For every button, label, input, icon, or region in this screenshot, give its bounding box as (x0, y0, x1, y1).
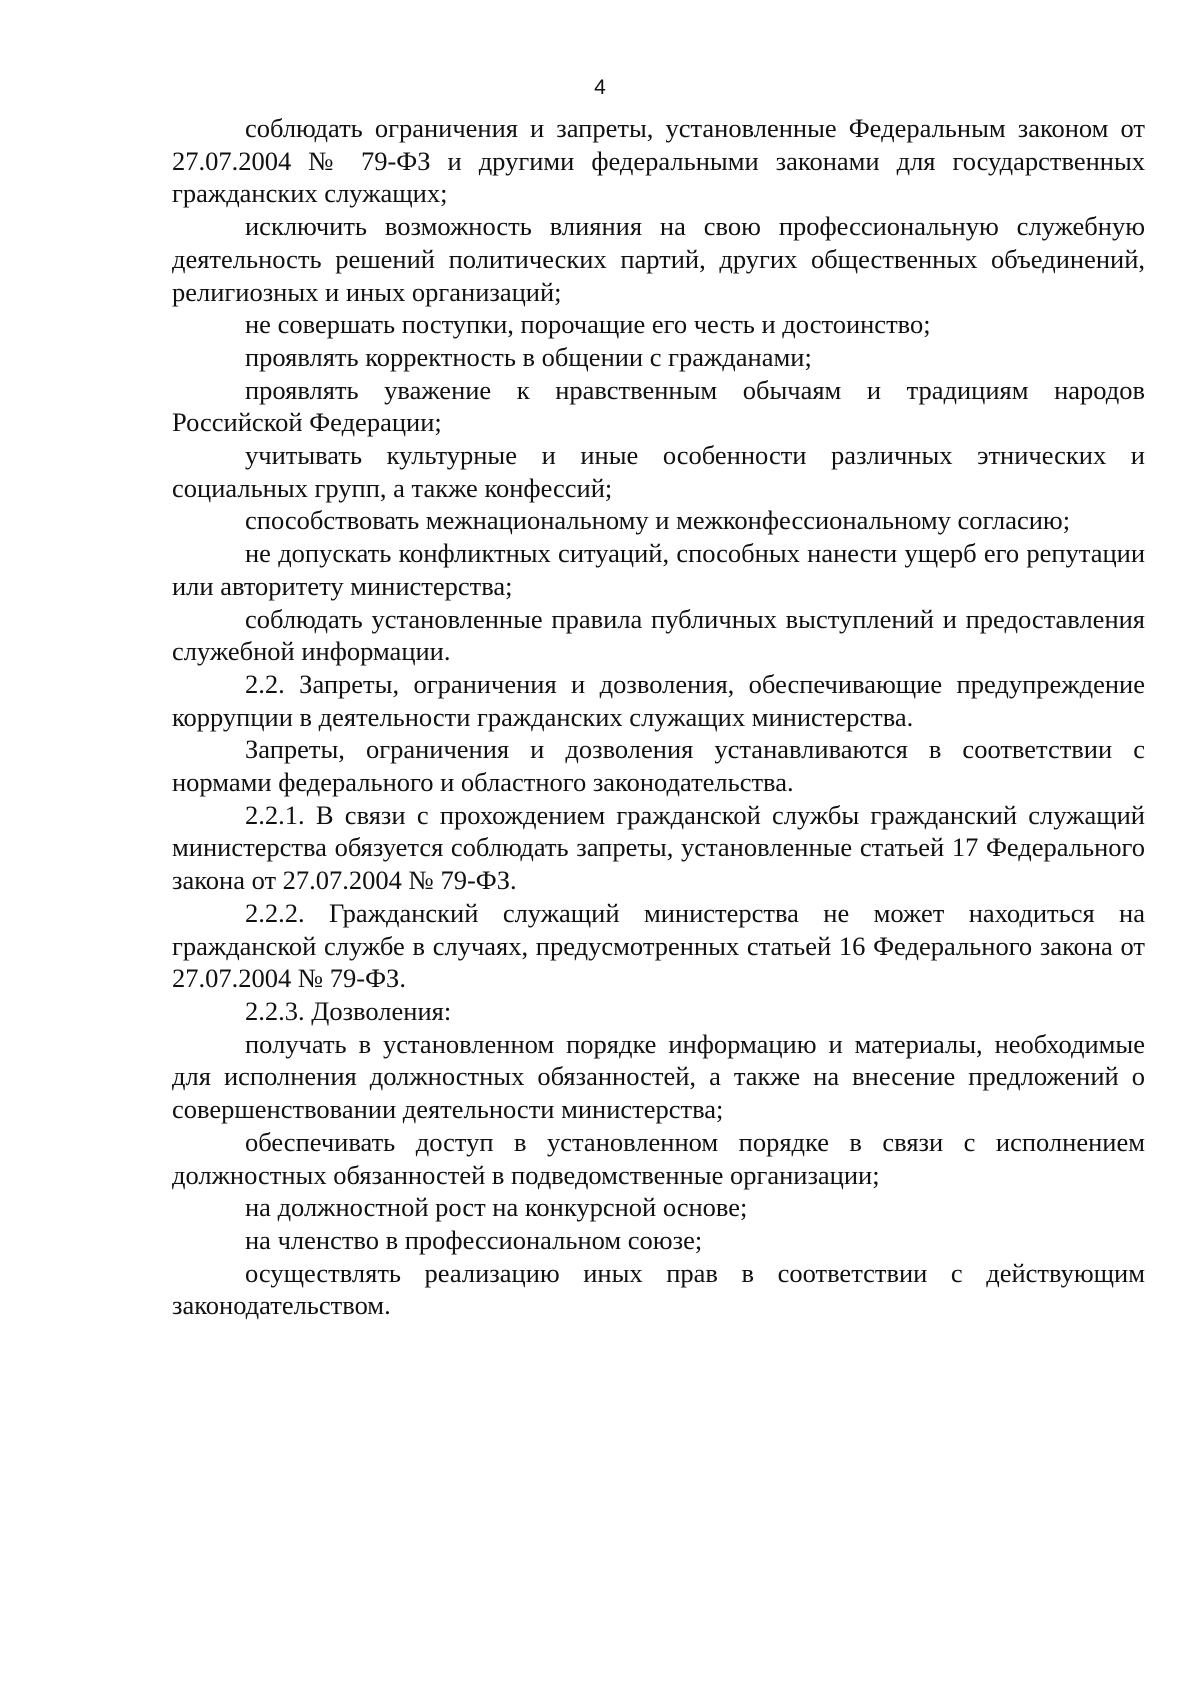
paragraph: Запреты, ограничения и дозволения устанавливаются в соответствии с нормами федерального и областного законодательства. (172, 734, 1145, 798)
paragraph: соблюдать установленные правила публичных выступлений и предоставления служебной информации. (172, 603, 1145, 667)
paragraph: проявлять корректность в общении с гражданами; (245, 341, 812, 372)
paragraph: обеспечивать доступ в установленном порядке в связи с исполнением должностных обязанностей в подведомственные организации; (172, 1126, 1145, 1190)
section-heading-2-2: 2.2. Запреты, ограничения и дозволения, обеспечивающие предупреждение коррупции в деятельности гражданских служащих министерства. (172, 668, 1145, 732)
paragraph: способствовать межнациональному и межконфессиональному согласию; (245, 505, 1071, 536)
paragraph: учитывать культурные и иные особенности различных этнических и социальных групп, а также конфессий; (172, 440, 1145, 503)
page-number: 4 (594, 76, 606, 99)
paragraph: не совершать поступки, порочащие его честь и достоинство; (245, 309, 931, 340)
paragraph: проявлять уважение к нравственным обычаям и традициям народов Российской Федерации; (172, 374, 1145, 438)
paragraph: исключить возможность влияния на свою профессиональную служебную деятельность решений политических партий, других общественных объединений, религиозных и иных организаций; (172, 211, 1145, 307)
clause-2-2-1: 2.2.1. В связи с прохождением гражданской службы гражданский служащий министерства обязуется соблюдать запреты, установленные статьей 17 Федерального закона от 27.07.2004 № 79-ФЗ. (172, 799, 1145, 896)
paragraph: на должностной рост на конкурсной основе; (245, 1192, 748, 1223)
paragraph: осуществлять реализацию иных прав в соответствии с действующим законодательством. (172, 1257, 1145, 1321)
paragraph: на членство в профессиональном союзе; (245, 1224, 703, 1255)
clause-2-2-3: 2.2.3. Дозволения: (245, 995, 452, 1026)
paragraph: не допускать конфликтных ситуаций, способных нанести ущерб его репутации или авторитету министерства; (172, 538, 1145, 601)
clause-2-2-2: 2.2.2. Гражданский служащий министерства не может находиться на гражданской службе в случаях, предусмотренных статьей 16 Федерального закона от 27.07.2004 № 79-ФЗ. (172, 897, 1145, 994)
document-body (172, 112, 1145, 1322)
paragraph: получать в установленном порядке информацию и материалы, необходимые для исполнения должностных обязанностей, а также на внесение предложений о совершенствовании деятельности министерства; (172, 1028, 1145, 1125)
paragraph: соблюдать ограничения и запреты, установленные Федеральным законом от 27.07.2004 № 79-ФЗ и другими федеральными законами для государственных гражданских служащих; (172, 113, 1145, 209)
